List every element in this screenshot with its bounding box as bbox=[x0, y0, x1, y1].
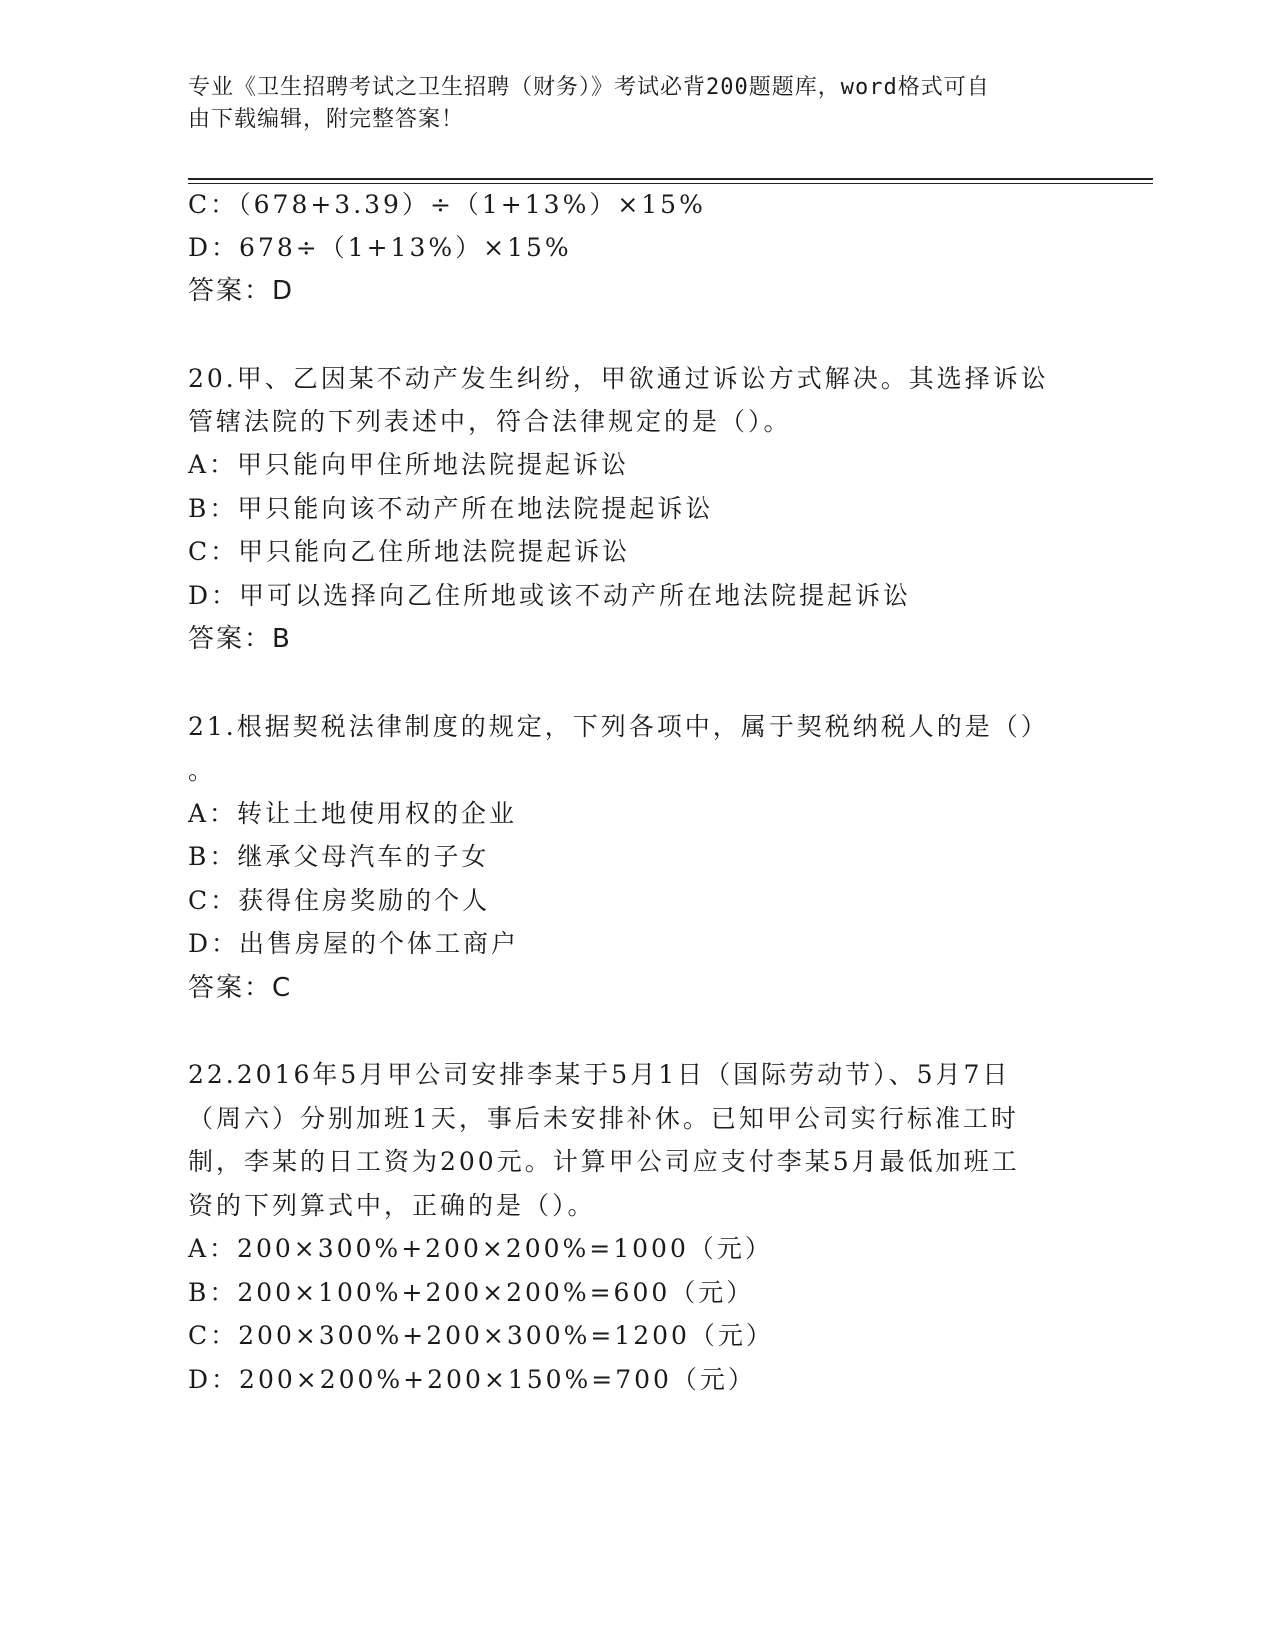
option-c: C：（678+3.39）÷（1+13%）×15% bbox=[188, 190, 706, 219]
header-line-2: 由下载编辑，附完整答案！ bbox=[188, 107, 465, 132]
page-header bbox=[188, 72, 1088, 136]
question-21-line-2: 。 bbox=[188, 756, 217, 785]
question-22-option-b: B：200×100%+200×200%=600（元） bbox=[188, 1278, 755, 1307]
option-d: D：678÷（1+13%）×15% bbox=[188, 233, 572, 262]
question-20-option-d: D：甲可以选择向乙住所地或该不动产所在地法院提起诉讼 bbox=[188, 581, 912, 610]
question-21-option-d: D：出售房屋的个体工商户 bbox=[188, 929, 520, 958]
answer: 答案：D bbox=[188, 276, 295, 306]
question-20-option-b: B：甲只能向该不动产所在地法院提起诉讼 bbox=[188, 494, 714, 523]
question-20-option-a: A：甲只能向甲住所地法院提起诉讼 bbox=[188, 450, 630, 479]
header-rule-thick bbox=[188, 178, 1153, 180]
question-21-line-1: 21.根据契税法律制度的规定，下列各项中，属于契税纳税人的是（） bbox=[188, 712, 1049, 741]
question-20-answer: 答案：B bbox=[188, 624, 292, 654]
header-line-1: 专业《卫生招聘考试之卫生招聘（财务）》考试必背200题题库，word格式可自 bbox=[188, 75, 990, 100]
question-22-line-1: 22.2016年5月甲公司安排李某于5月1日（国际劳动节）、5月7日 bbox=[188, 1060, 1011, 1089]
header-rule-thin bbox=[188, 183, 1153, 184]
question-20-line-1: 20.甲、乙因某不动产发生纠纷，甲欲通过诉讼方式解决。其选择诉讼 bbox=[188, 364, 1049, 393]
question-21-answer: 答案：C bbox=[188, 973, 293, 1003]
question-22-line-3: 制，李某的日工资为200元。计算甲公司应支付李某5月最低加班工 bbox=[188, 1147, 1020, 1176]
question-22-option-d: D：200×200%+200×150%=700（元） bbox=[188, 1365, 756, 1394]
question-22-option-a: A：200×300%+200×200%=1000（元） bbox=[188, 1234, 773, 1263]
question-21-option-a: A：转让土地使用权的企业 bbox=[188, 799, 518, 828]
question-21-option-b: B：继承父母汽车的子女 bbox=[188, 842, 490, 871]
question-20-line-2: 管辖法院的下列表述中，符合法律规定的是（）。 bbox=[188, 407, 792, 436]
question-22-option-c: C：200×300%+200×300%=1200（元） bbox=[188, 1321, 774, 1350]
question-22-line-4: 资的下列算式中，正确的是（）。 bbox=[188, 1191, 596, 1220]
question-20-option-c: C：甲只能向乙住所地法院提起诉讼 bbox=[188, 537, 631, 566]
question-21-option-c: C：获得住房奖励的个人 bbox=[188, 886, 491, 915]
question-22-line-2: （周六）分别加班1天，事后未安排补休。已知甲公司实行标准工时 bbox=[188, 1104, 1019, 1133]
